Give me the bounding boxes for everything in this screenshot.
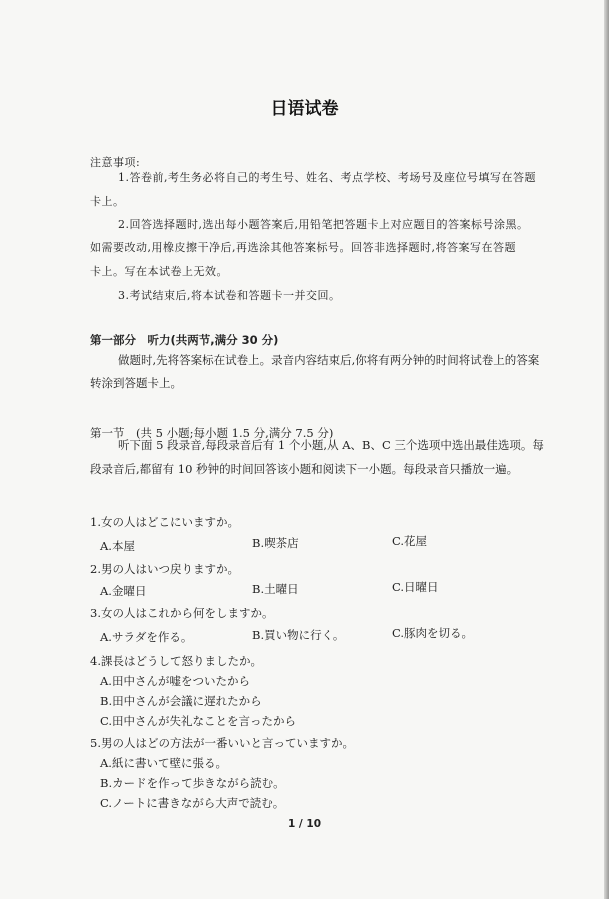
part1-desc: 做题时,先将答案标在试卷上。录音内容结束后,你将有两分钟的时间将试卷上的答案 (118, 353, 540, 367)
section1-heading: 第一节 (共 5 小题;每小题 1.5 分,满分 7.5 分) (90, 426, 334, 440)
option-c: C.ノートに書きながら大声で読む。 (100, 796, 285, 810)
option-a: A.サラダを作る。 (100, 630, 193, 644)
option-a: A.本屋 (100, 539, 135, 553)
option-c: C.豚肉を切る。 (392, 626, 474, 640)
option-a: A.紙に書いて壁に張る。 (100, 756, 227, 770)
question-text: 2.男の人はいつ戻りますか。 (90, 562, 239, 576)
notes-line: 2.回答选择题时,选出每小题答案后,用铅笔把答题卡上对应题目的答案标号涂黑。 (118, 218, 529, 231)
notes-line: 3.考试结束后,将本试卷和答题卡一并交回。 (118, 289, 341, 302)
notes-heading: 注意事项: (90, 156, 141, 169)
option-a: A.金曜日 (100, 584, 147, 598)
notes-line: 如需要改动,用橡皮擦干净后,再选涂其他答案标号。回答非选择题时,将答案写在答题 (90, 241, 516, 254)
page-number: 1 / 10 (287, 818, 322, 830)
option-c: C.花屋 (392, 534, 428, 548)
option-b: B.田中さんが会議に遅れたから (100, 694, 262, 708)
option-a: A.田中さんが嘘をついたから (100, 674, 250, 688)
part1-desc: 转涂到答题卡上。 (90, 376, 182, 390)
part1-heading: 第一部分 听力(共两节,满分 30 分) (90, 333, 279, 347)
option-b: B.喫茶店 (252, 536, 299, 550)
option-b: B.土曜日 (252, 582, 299, 596)
notes-line: 卡上。写在本试卷上无效。 (90, 265, 228, 278)
question-text: 3.女の人はこれから何をしますか。 (90, 606, 274, 620)
option-c: C.日曜日 (392, 580, 439, 594)
page-title: 日语试卷 (270, 99, 339, 119)
section1-desc: 听下面 5 段录音,每段录音后有 1 个小题,从 A、B、C 三个选项中选出最佳选项。每 (118, 438, 544, 452)
option-c: C.田中さんが失礼なことを言ったから (100, 714, 297, 728)
section1-desc: 段录音后,都留有 10 秒钟的时间回答该小题和阅读下一小题。每段录音只播放一遍。 (90, 462, 519, 476)
notes-line: 卡上。 (90, 195, 125, 208)
question-text: 1.女の人はどこにいますか。 (90, 515, 239, 529)
option-b: B.買い物に行く。 (252, 628, 345, 642)
question-text: 5.男の人はどの方法が一番いいと言っていますか。 (90, 736, 354, 750)
question-text: 4.課長はどうして怒りましたか。 (90, 654, 262, 668)
option-b: B.カードを作って歩きながら読む。 (100, 776, 285, 790)
page-edge-shadow (604, 0, 609, 899)
notes-line: 1.答卷前,考生务必将自己的考生号、姓名、考点学校、考场号及座位号填写在答题 (118, 171, 536, 184)
